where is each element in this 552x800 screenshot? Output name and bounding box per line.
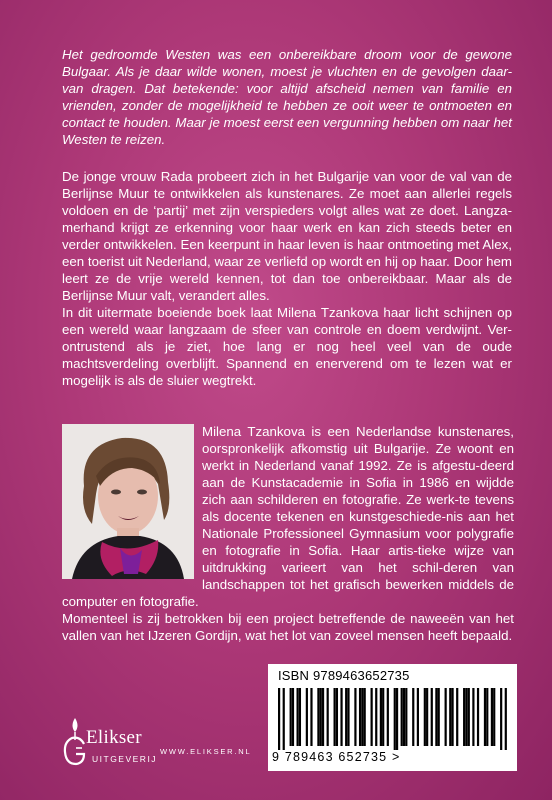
blurb-paragraph: De jonge vrouw Rada probeert zich in het Bulgarije van voor de val van de Berlijnse Muur te ontwikkelen als kunstenares. Ze moet aan allerlei regels voldoen en de ‘partij’ met zijn verspieders volgt alles wat ze doet. Langza-merhand krijgt ze erkenning voor haar werk en kan zich steeds beter en verder ontwikkelen. Een keerpunt in haar leven is haar ontmoeting met Alex, een toerist uit Nederland, waar ze verliefd op wordt en hij op haar. Door hem leert ze de vrije wereld kennen, tot dan toe onbereikbaar. Maar als de Berlijnse Muur valt, verandert alles.: [62, 169, 512, 303]
author-photo: [62, 424, 194, 579]
barcode-graphic: [278, 688, 507, 750]
isbn-barcode-panel: [268, 664, 517, 771]
blurb: [62, 168, 512, 389]
bio-paragraph: Milena Tzankova is een Nederlandse kunstenares, oorspronkelijk afkomstig uit Bulgarije. Ze woont en werkt in Nederland vanaf 1992. Ze is afgestu-deerd aan de Kunstacademie in Sofia in 1986 en wijdde zich aan schilderen en fotografie. Ze werk-te tevens als docente tekenen en kunstgeschiede-nis aan het Nationale Professioneel Gymnasium voor polygrafie en fotografie in Sofia. Haar artis-tieke wijze van uitdrukking varieert van het schil-deren van landschappen tot het grafisch bewerken middels de computer en fotografie.: [62, 424, 514, 609]
publisher-subtitle: UITGEVERIJ: [92, 754, 158, 764]
publisher-name: Elikser: [86, 727, 142, 748]
bio-paragraph: Momenteel is zij betrokken bij een project betreffende de naweeën van het vallen van het IJzeren Gordijn, wat het lot van zoveel mensen heeft bepaald.: [62, 611, 514, 643]
intro-paragraph: Het gedroomde Westen was een onbereikbare droom voor de gewone Bulgaar. Als je daar wilde wonen, moest je vluchten en de gevolgen daar-van dragen. Dat betekende: voor altijd afscheid nemen van familie en vrienden, zonder de mogelijkheid te hebben ze ooit weer te ontmoeten en contact te houden. Maar je moest eerst een vergunning hebben om naar het Westen te reizen.: [62, 47, 512, 147]
blurb-paragraph: In dit uitermate boeiende boek laat Milena Tzankova haar licht schijnen op een wereld waar langzaam de sfeer van controle en doem verdwijnt. Ver-ontrustend als je ziet, hoe lang er nog heel veel van de oude machtsverdeling overblijft. Spannend en enerverend om te lezen wat er mogelijk is als de sluier wegtrekt.: [62, 305, 512, 388]
isbn-label: ISBN 9789463652735: [278, 668, 410, 683]
publisher-website: WWW.ELIKSER.NL: [160, 747, 252, 756]
barcode-digits: 9 789463 652735 >: [272, 750, 401, 764]
